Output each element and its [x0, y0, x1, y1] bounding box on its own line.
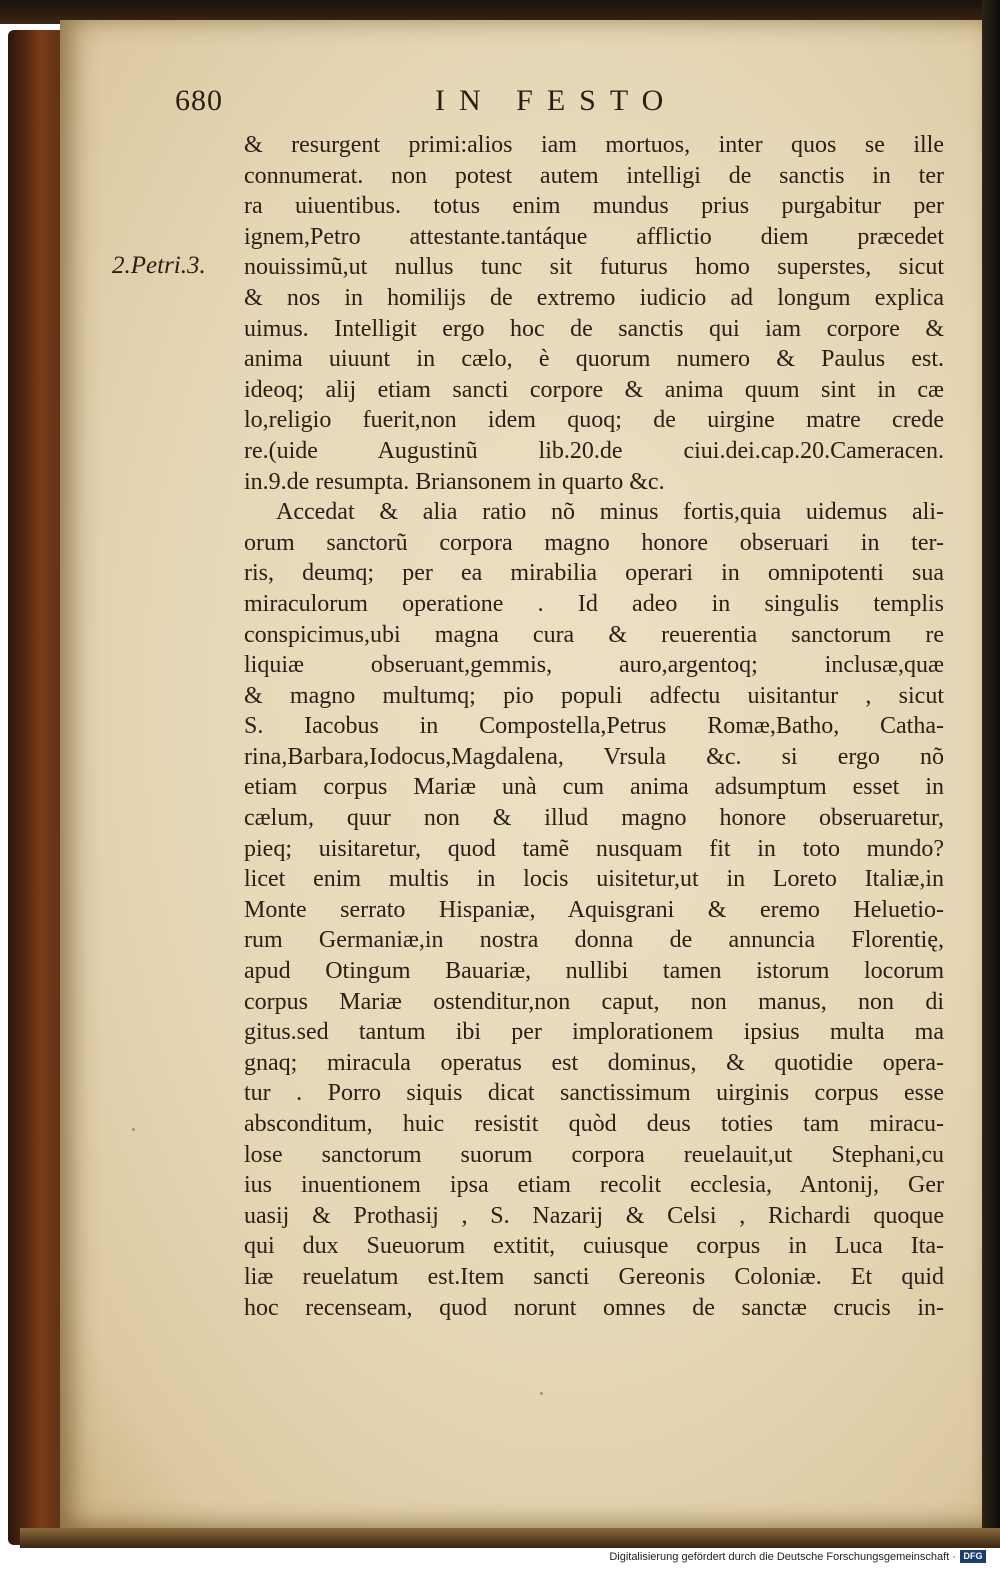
text-line: cælum, quur non & illud magno honore obseruaretur, [244, 805, 944, 832]
text-line: liæ reuelatum est.Item sancti Gereonis Coloniæ. Et quid [244, 1263, 944, 1290]
dfg-logo: DFG [960, 1550, 986, 1563]
digitization-credit: Digitalisierung gefördert durch die Deutsche Forschungsgemeinschaft · [609, 1551, 956, 1563]
text-line: S. Iacobus in Compostella,Petrus Romæ,Batho, Catha- [244, 713, 944, 740]
text-line: pieq; uisitaretur, quod tamẽ nusquam fit in toto mundo? [244, 835, 944, 862]
text-line: hoc recenseam, quod norunt omnes de sanctæ crucis in- [244, 1294, 944, 1321]
text-line: corpus Mariæ ostenditur,non caput, non manus, non di [244, 988, 944, 1015]
body-text [244, 130, 944, 1323]
text-line: ius inuentionem ipsa etiam recolit ecclesia, Antonij, Ger [244, 1172, 944, 1199]
paper-speck [132, 1128, 135, 1131]
text-line: etiam corpus Mariæ unà cum anima adsumptum esset in [244, 774, 944, 801]
text-line: in.9.de resumpta. Briansonem in quarto &c. [244, 468, 665, 495]
page-bottom-edge [20, 1528, 1000, 1548]
text-line: gnaq; miracula operatus est dominus, & quotidie opera- [244, 1049, 944, 1076]
text-line: absconditum, huic resistit quòd deus toties tam miracu- [244, 1111, 944, 1137]
text-line: lo,religio fuerit,non idem quoq; de uirgine matre crede [244, 407, 944, 434]
margin-reference: 2.Petri.3. [112, 252, 206, 279]
text-line: licet enim multis in locis uisitetur,ut in Loreto Italiæ,in [244, 866, 944, 893]
text-line: ra uiuentibus. totus enim mundus prius purgabitur per [244, 193, 944, 220]
text-line: apud Otingum Bauariæ, nullibi tamen istorum locorum [244, 958, 944, 985]
text-line: qui dux Sueuorum extitit, cuiusque corpus in Luca Ita- [244, 1233, 944, 1260]
paper-speck [540, 1392, 543, 1395]
text-line: & nos in homilijs de extremo iudicio ad longum explica [244, 284, 944, 311]
text-line: tur . Porro siquis dicat sanctissimum uirginis corpus esse [244, 1080, 944, 1107]
page-header [175, 84, 935, 124]
page-number: 680 [175, 84, 223, 117]
text-line: re.(uide Augustinũ lib.20.de ciui.dei.cap.20.Cameracen. [244, 437, 944, 464]
text-line: & magno multumq; pio populi adfectu uisitantur , sicut [244, 682, 944, 709]
paragraph-start-line: Accedat & alia ratio nõ minus fortis,quia uidemus ali- [276, 499, 944, 526]
text-line: ignem,Petro attestante.tantáque afflictio diem præcedet [244, 223, 944, 250]
book-cover-right [982, 0, 1000, 1530]
text-line: nouissimũ,ut nullus tunc sit futurus homo superstes, sicut [244, 254, 944, 281]
text-line: conspicimus,ubi magna cura & reuerentia sanctorum re [244, 621, 944, 648]
text-line: Monte serrato Hispaniæ, Aquisgrani & eremo Heluetio- [244, 896, 944, 923]
book-spine [8, 30, 63, 1545]
text-line: lose sanctorum suorum corpora reuelauit,ut Stephani,cu [244, 1141, 944, 1168]
text-line: connumerat. non potest autem intelligi de sanctis in ter [244, 162, 944, 189]
running-head: IN FESTO [435, 84, 678, 117]
text-line: orum sanctorũ corpora magno honore obseruari in ter- [244, 529, 944, 556]
text-line: ideoq; alij etiam sancti corpore & anima quum sint in cæ [244, 376, 944, 403]
text-line: ris, deumq; per ea mirabilia operari in omnipotenti sua [244, 560, 944, 587]
text-line: anima uiuunt in cælo, è quorum numero & Paulus est. [244, 346, 944, 373]
text-line: uasij & Prothasij , S. Nazarij & Celsi , Richardi quoque [244, 1202, 944, 1229]
text-line: liquiæ obseruant,gemmis, auro,argentoq; inclusæ,quæ [244, 652, 944, 679]
text-line: gitus.sed tantum ibi per implorationem ipsius multa ma [244, 1019, 944, 1046]
text-line: rum Germaniæ,in nostra donna de annuncia Florentię, [244, 927, 944, 954]
text-line: miraculorum operatione . Id adeo in singulis templis [244, 590, 944, 617]
text-line: & resurgent primi:alios iam mortuos, inter quos se ille [244, 132, 944, 158]
text-line: uimus. Intelligit ergo hoc de sanctis qui iam corpore & [244, 315, 944, 342]
text-line: rina,Barbara,Iodocus,Magdalena, Vrsula &c. si ergo nõ [244, 743, 944, 770]
